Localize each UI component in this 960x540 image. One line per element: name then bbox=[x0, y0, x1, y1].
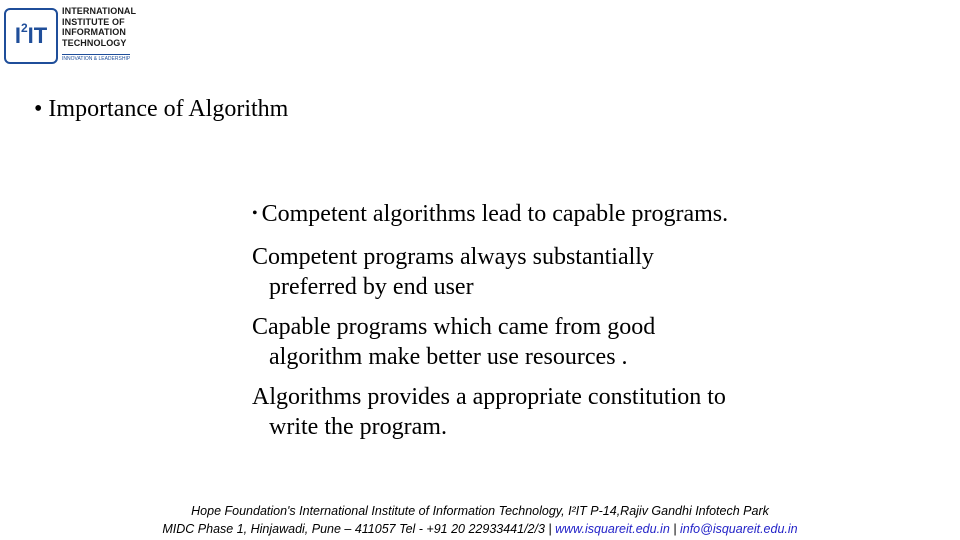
slide-heading bbox=[34, 96, 288, 123]
logo-name-line: INTERNATIONAL bbox=[62, 6, 137, 16]
logo-mark-suffix: IT bbox=[27, 23, 48, 48]
point-3-line-2: algorithm make better use resources . bbox=[269, 344, 628, 370]
point-1-text: Competent algorithms lead to capable programs. bbox=[261, 201, 729, 227]
logo-name bbox=[62, 6, 136, 48]
point-4-line-1: Algorithms provides a appropriate constitution to bbox=[252, 384, 726, 410]
slide-footer bbox=[0, 502, 960, 538]
heading-bullet: • bbox=[34, 96, 43, 122]
slide-content bbox=[252, 199, 872, 442]
institute-logo bbox=[4, 4, 140, 62]
heading-text: Importance of Algorithm bbox=[48, 96, 289, 122]
footer-address-text: MIDC Phase 1, Hinjawadi, Pune – 411057 Tel - +91 20 22933441/2/3 | bbox=[162, 522, 556, 536]
footer-address-line-1: Hope Foundation's International Institute of Information Technology, I²IT P-14,Rajiv Gandhi Infotech Park bbox=[191, 504, 769, 518]
email-link[interactable]: info@isquareit.edu.in bbox=[679, 522, 798, 536]
point-3-line-1: Capable programs which came from good bbox=[252, 314, 656, 340]
point-2-line-1: Competent programs always substantially bbox=[252, 244, 654, 270]
logo-name-line: INSTITUTE OF bbox=[62, 16, 125, 27]
logo-name-line: INFORMATION bbox=[62, 27, 126, 37]
point-2-line-2: preferred by end user bbox=[269, 274, 474, 300]
logo-mark-superscript: 2 bbox=[20, 21, 28, 35]
point-4-line-2: write the program. bbox=[269, 414, 447, 440]
footer-address-line-2 bbox=[0, 520, 960, 538]
point-bullet: • bbox=[252, 205, 258, 222]
logo-name-line: TECHNOLOGY bbox=[62, 37, 127, 48]
point-1 bbox=[252, 199, 872, 232]
logo-mark-letter: I bbox=[14, 23, 21, 48]
footer-separator: | bbox=[669, 522, 680, 536]
logo-mark bbox=[4, 8, 58, 64]
logo-tagline: INNOVATION & LEADERSHIP bbox=[62, 56, 131, 62]
website-link[interactable]: www.isquareit.edu.in bbox=[555, 522, 670, 536]
